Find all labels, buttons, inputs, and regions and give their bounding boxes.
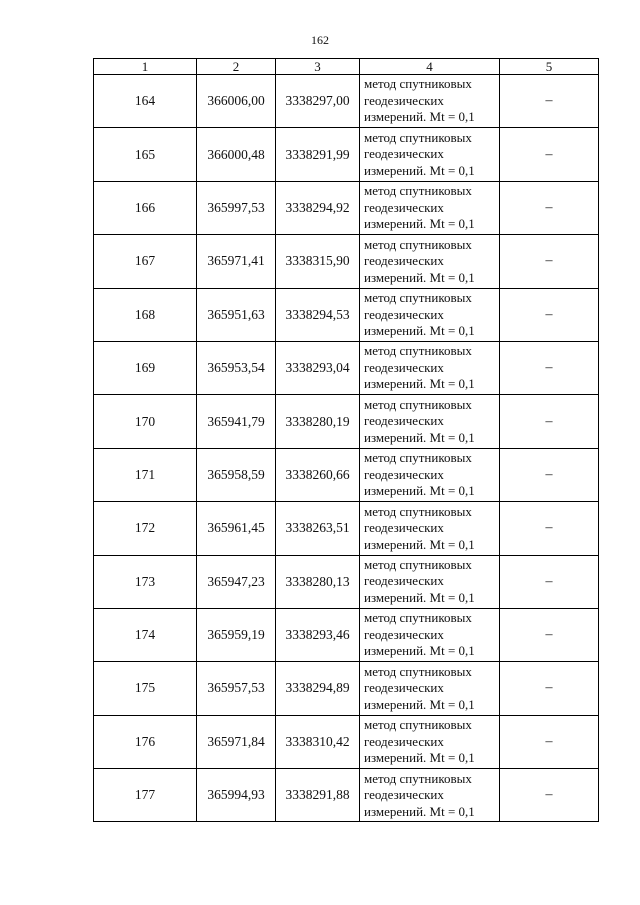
method-cell: [360, 662, 500, 715]
point-number-cell: 176: [94, 715, 197, 768]
x-coordinate-cell: 365997,53: [197, 181, 276, 234]
x-coordinate-cell: 365971,41: [197, 235, 276, 288]
y-coordinate-cell: 3338293,46: [276, 608, 360, 661]
method-cell: [360, 769, 500, 822]
description-cell: –: [500, 395, 599, 448]
point-number-cell: 169: [94, 341, 197, 394]
method-line-1: метод спутниковых: [364, 770, 472, 786]
method-line-3: измерений. Mt = 0,1: [364, 109, 475, 125]
point-number-cell: 168: [94, 288, 197, 341]
method-line-3: измерений. Mt = 0,1: [364, 750, 475, 766]
point-number-cell: 166: [94, 181, 197, 234]
method-line-3: измерений. Mt = 0,1: [364, 696, 475, 712]
method-cell: [360, 235, 500, 288]
method-line-2: геодезических: [364, 92, 444, 108]
method-cell: [360, 555, 500, 608]
x-coordinate-cell: 365947,23: [197, 555, 276, 608]
y-coordinate-cell: 3338294,53: [276, 288, 360, 341]
method-line-3: измерений. Mt = 0,1: [364, 269, 475, 285]
page-number: 162: [311, 33, 329, 47]
table-body: [94, 75, 599, 822]
description-cell: –: [500, 288, 599, 341]
method-cell: [360, 288, 500, 341]
table-row: [94, 555, 599, 608]
method-line-3: измерений. Mt = 0,1: [364, 376, 475, 392]
y-coordinate-cell: 3338315,90: [276, 235, 360, 288]
table-row: [94, 502, 599, 555]
method-line-3: измерений. Mt = 0,1: [364, 483, 475, 499]
method-line-2: геодезических: [364, 306, 444, 322]
method-line-1: метод спутниковых: [364, 663, 472, 679]
point-number-cell: 170: [94, 395, 197, 448]
column-header-1: 1: [94, 59, 197, 75]
method-line-2: геодезических: [364, 733, 444, 749]
column-header-5: 5: [500, 59, 599, 75]
method-line-2: геодезических: [364, 573, 444, 589]
table-row: [94, 395, 599, 448]
x-coordinate-cell: 365953,54: [197, 341, 276, 394]
method-line-1: метод спутниковых: [364, 450, 472, 466]
y-coordinate-cell: 3338280,19: [276, 395, 360, 448]
description-cell: –: [500, 662, 599, 715]
method-line-3: измерений. Mt = 0,1: [364, 323, 475, 338]
table-row: [94, 181, 599, 234]
description-cell: –: [500, 128, 599, 181]
method-cell: [360, 128, 500, 181]
table-row: [94, 75, 599, 128]
method-line-3: измерений. Mt = 0,1: [364, 803, 475, 819]
method-line-1: метод спутниковых: [364, 503, 472, 519]
y-coordinate-cell: 3338260,66: [276, 448, 360, 501]
method-line-2: геодезических: [364, 413, 444, 429]
method-line-1: метод спутниковых: [364, 290, 472, 305]
description-cell: –: [500, 715, 599, 768]
method-cell: [360, 608, 500, 661]
point-number-cell: 173: [94, 555, 197, 608]
y-coordinate-cell: 3338297,00: [276, 75, 360, 128]
coordinates-table: [93, 58, 599, 822]
method-cell: [360, 341, 500, 394]
method-line-1: метод спутниковых: [364, 76, 472, 92]
table-row: [94, 662, 599, 715]
point-number-cell: 165: [94, 128, 197, 181]
description-cell: –: [500, 448, 599, 501]
method-line-2: геодезических: [364, 146, 444, 162]
method-cell: [360, 715, 500, 768]
y-coordinate-cell: 3338294,89: [276, 662, 360, 715]
method-line-1: метод спутниковых: [364, 236, 472, 252]
x-coordinate-cell: 365951,63: [197, 288, 276, 341]
table-row: [94, 448, 599, 501]
description-cell: –: [500, 769, 599, 822]
method-line-3: измерений. Mt = 0,1: [364, 643, 475, 659]
x-coordinate-cell: 366000,48: [197, 128, 276, 181]
point-number-cell: 167: [94, 235, 197, 288]
y-coordinate-cell: 3338280,13: [276, 555, 360, 608]
method-line-1: метод спутниковых: [364, 183, 472, 199]
y-coordinate-cell: 3338291,88: [276, 769, 360, 822]
method-line-2: геодезических: [364, 359, 444, 375]
y-coordinate-cell: 3338310,42: [276, 715, 360, 768]
point-number-cell: 177: [94, 769, 197, 822]
y-coordinate-cell: 3338293,04: [276, 341, 360, 394]
method-cell: [360, 395, 500, 448]
method-line-1: метод спутниковых: [364, 129, 472, 145]
y-coordinate-cell: 3338291,99: [276, 128, 360, 181]
y-coordinate-cell: 3338263,51: [276, 502, 360, 555]
point-number-cell: 171: [94, 448, 197, 501]
method-line-3: измерений. Mt = 0,1: [364, 589, 475, 605]
point-number-cell: 175: [94, 662, 197, 715]
description-cell: –: [500, 235, 599, 288]
table-row: [94, 128, 599, 181]
description-cell: –: [500, 608, 599, 661]
table-row: [94, 769, 599, 822]
method-line-3: измерений. Mt = 0,1: [364, 216, 475, 232]
table-row: [94, 341, 599, 394]
method-line-3: измерений. Mt = 0,1: [364, 429, 475, 445]
method-line-1: метод спутниковых: [364, 343, 472, 359]
method-line-1: метод спутниковых: [364, 556, 472, 572]
method-line-2: геодезических: [364, 253, 444, 269]
method-line-2: геодезических: [364, 466, 444, 482]
table-row: [94, 608, 599, 661]
method-cell: [360, 448, 500, 501]
x-coordinate-cell: 365961,45: [197, 502, 276, 555]
method-line-2: геодезических: [364, 199, 444, 215]
method-line-2: геодезических: [364, 520, 444, 536]
description-cell: –: [500, 341, 599, 394]
method-line-1: метод спутниковых: [364, 610, 472, 626]
method-line-1: метод спутниковых: [364, 396, 472, 412]
method-cell: [360, 75, 500, 128]
method-line-2: геодезических: [364, 626, 444, 642]
method-line-3: измерений. Mt = 0,1: [364, 536, 475, 552]
column-header-3: 3: [276, 59, 360, 75]
x-coordinate-cell: 365994,93: [197, 769, 276, 822]
description-cell: –: [500, 75, 599, 128]
method-cell: [360, 502, 500, 555]
table-header-row: [94, 59, 599, 75]
x-coordinate-cell: 365971,84: [197, 715, 276, 768]
table-row: [94, 288, 599, 341]
point-number-cell: 164: [94, 75, 197, 128]
x-coordinate-cell: 365957,53: [197, 662, 276, 715]
x-coordinate-cell: 365941,79: [197, 395, 276, 448]
description-cell: –: [500, 555, 599, 608]
y-coordinate-cell: 3338294,92: [276, 181, 360, 234]
method-line-2: геодезических: [364, 787, 444, 803]
x-coordinate-cell: 365958,59: [197, 448, 276, 501]
x-coordinate-cell: 365959,19: [197, 608, 276, 661]
method-line-1: метод спутниковых: [364, 717, 472, 733]
method-cell: [360, 181, 500, 234]
x-coordinate-cell: 366006,00: [197, 75, 276, 128]
column-header-2: 2: [197, 59, 276, 75]
table-row: [94, 715, 599, 768]
point-number-cell: 172: [94, 502, 197, 555]
method-line-2: геодезических: [364, 680, 444, 696]
method-line-3: измерений. Mt = 0,1: [364, 162, 475, 178]
description-cell: –: [500, 181, 599, 234]
column-header-4: 4: [360, 59, 500, 75]
point-number-cell: 174: [94, 608, 197, 661]
description-cell: –: [500, 502, 599, 555]
table-row: [94, 235, 599, 288]
